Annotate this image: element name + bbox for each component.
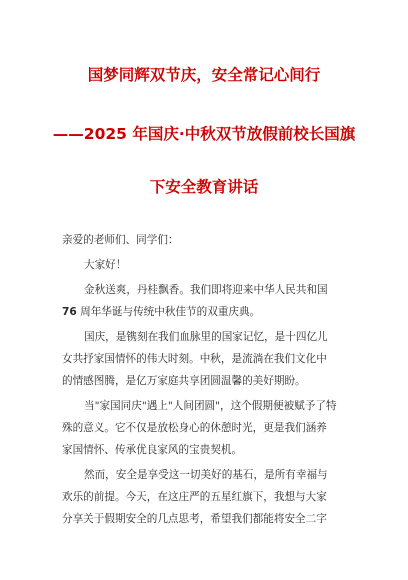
anniversary-number: 76 — [62, 306, 77, 318]
paragraph-1-line-2-text: 周年华诞与传统中秋佳节的双重庆典。 — [76, 306, 261, 318]
paragraph-2-line-1: 国庆，是镌刻在我们血脉里的国家记忆，是十四亿儿 — [84, 331, 328, 343]
paragraph-4-line-3: 分享关于假期安全的几点思考，希望我们都能将安全二字 — [62, 513, 327, 525]
paragraph-1-line-1: 金秋送爽，丹桂飘香。我们即将迎来中华人民共和国 — [84, 284, 328, 296]
title-line-1: 国梦同辉双节庆，安全常记心间行 — [87, 66, 321, 84]
paragraph-2-line-2: 女共抒家国情怀的伟大时刻。中秋，是流淌在我们文化中 — [62, 353, 327, 365]
salutation: 亲爱的老师们、同学们： — [62, 234, 179, 246]
title-line-2: ——2025 年国庆·中秋双节放假前校长国旗 — [52, 125, 356, 143]
greeting: 大家好！ — [84, 259, 127, 271]
paragraph-3-line-2: 殊的意义。它不仅是放松身心的休憩时光，更是我们涵养 — [62, 422, 327, 434]
paragraph-3-line-3: 家国情怀、传承优良家风的宝贵契机。 — [62, 444, 243, 456]
paragraph-4-line-1: 然而，安全是享受这一切美好的基石，是所有幸福与 — [84, 469, 328, 481]
paragraph-1-line-2 — [62, 301, 260, 323]
document-body — [62, 229, 352, 569]
paragraph-2-line-3: 的情感图腾，是亿万家庭共享团圆温馨的美好期盼。 — [62, 375, 306, 387]
paragraph-4-line-2: 欢乐的前提。今天，在这庄严的五星红旗下，我想与大家 — [62, 491, 327, 503]
title-line-3: 下安全教育讲话 — [149, 178, 259, 196]
paragraph-3-line-1: 当"家国同庆"遇上"人间团圆"，这个假期便被赋予了特 — [84, 400, 337, 412]
